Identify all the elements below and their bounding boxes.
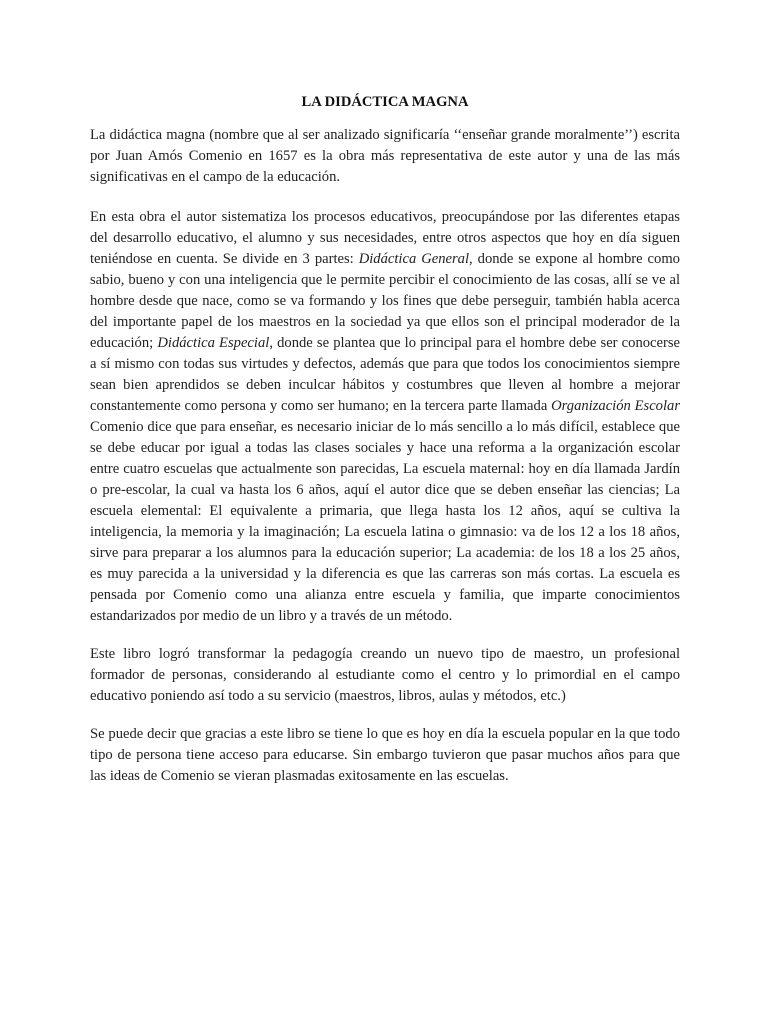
paragraph-impact: Este libro logró transformar la pedagogía creando un nuevo tipo de maestro, un profesional formador de personas, considerando al estudiante como el centro y lo primordial en el campo educativo poniendo así todo a su servicio (maestros, libros, aulas y métodos, etc.) xyxy=(90,646,680,704)
paragraph-intro: La didáctica magna (nombre que al ser analizado significaría ‘‘enseñar grande moralmente’’) escrita por Juan Amós Comenio en 1657 es la obra más representativa de este autor y una de las más significativas en el campo de la educación. xyxy=(90,127,680,185)
paragraph-structure xyxy=(90,207,680,627)
italic-organizacion-escolar: Organización Escolar xyxy=(551,398,680,414)
italic-didactica-especial: Didáctica Especial xyxy=(157,335,270,351)
document-title: LA DIDÁCTICA MAGNA xyxy=(301,94,469,110)
paragraph-conclusion: Se puede decir que gracias a este libro se tiene lo que es hoy en día la escuela popular en la que todo tipo de persona tiene acceso para educarse. Sin embargo tuvieron que pasar muchos años para que las ideas de Comenio se vieran plasmadas exitosamente en las escuelas. xyxy=(90,726,680,784)
paragraph-structure-text: En esta obra el autor sistematiza los procesos educativos, preocupándose por las diferentes etapas del desarrollo educativo, el alumno y sus necesidades, entre otros aspectos que hoy en día siguen teniéndose en cuenta. Se divide en 3 partes: xyxy=(90,209,680,267)
document-body xyxy=(90,92,680,804)
paragraph-structure-text: , donde se plantea que lo principal para el hombre debe ser conocerse a sí mismo con todas sus virtudes y defectos, además que para que todos los conocimientos siempre sean bien aprendidos se deben inculcar hábitos y costumbres que lleven al hombre a mejorar constantemente como persona y como ser humano; en la tercera parte llamada xyxy=(90,335,681,414)
italic-didactica-general: Didáctica General xyxy=(358,251,470,267)
paragraph-structure-text: Comenio dice que para enseñar, es necesario iniciar de lo más sencillo a lo más difícil, establece que se debe educar por igual a todas las clases sociales y hace una reforma a la organización escolar entre cuatro escuelas que actualmente son parecidas, La escuela maternal: hoy en día llamada Jardín o pre-escolar, la cual va hasta los 6 años, aquí el autor dice que se deben enseñar las ciencias; La escuela elemental: El equivalente a primaria, que llega hasta los 12 años, aquí se cultiva la inteligencia, la memoria y la imaginación; La escuela latina o gimnasio: va de los 12 a los 18 años, sirve para preparar a los alumnos para la educación superior; La academia: de los 18 a los 25 años, es muy parecida a la universidad y la diferencia es que las carreras son más cortas. La escuela es pensada por Comenio como una alianza entre escuela y familia, que imparte conocimientos estandarizados por medio de un libro y a través de un método. xyxy=(90,419,680,624)
paragraph-structure-text: , donde se expone al hombre como sabio, bueno y con una inteligencia que le permite percibir el conocimiento de las cosas, allí se ve al hombre desde que nace, como se va formando y los fines que debe perseguir, también habla acerca del importante papel de los maestros en la sociedad ya que ellos son el principal moderador de la educación; xyxy=(90,251,680,351)
